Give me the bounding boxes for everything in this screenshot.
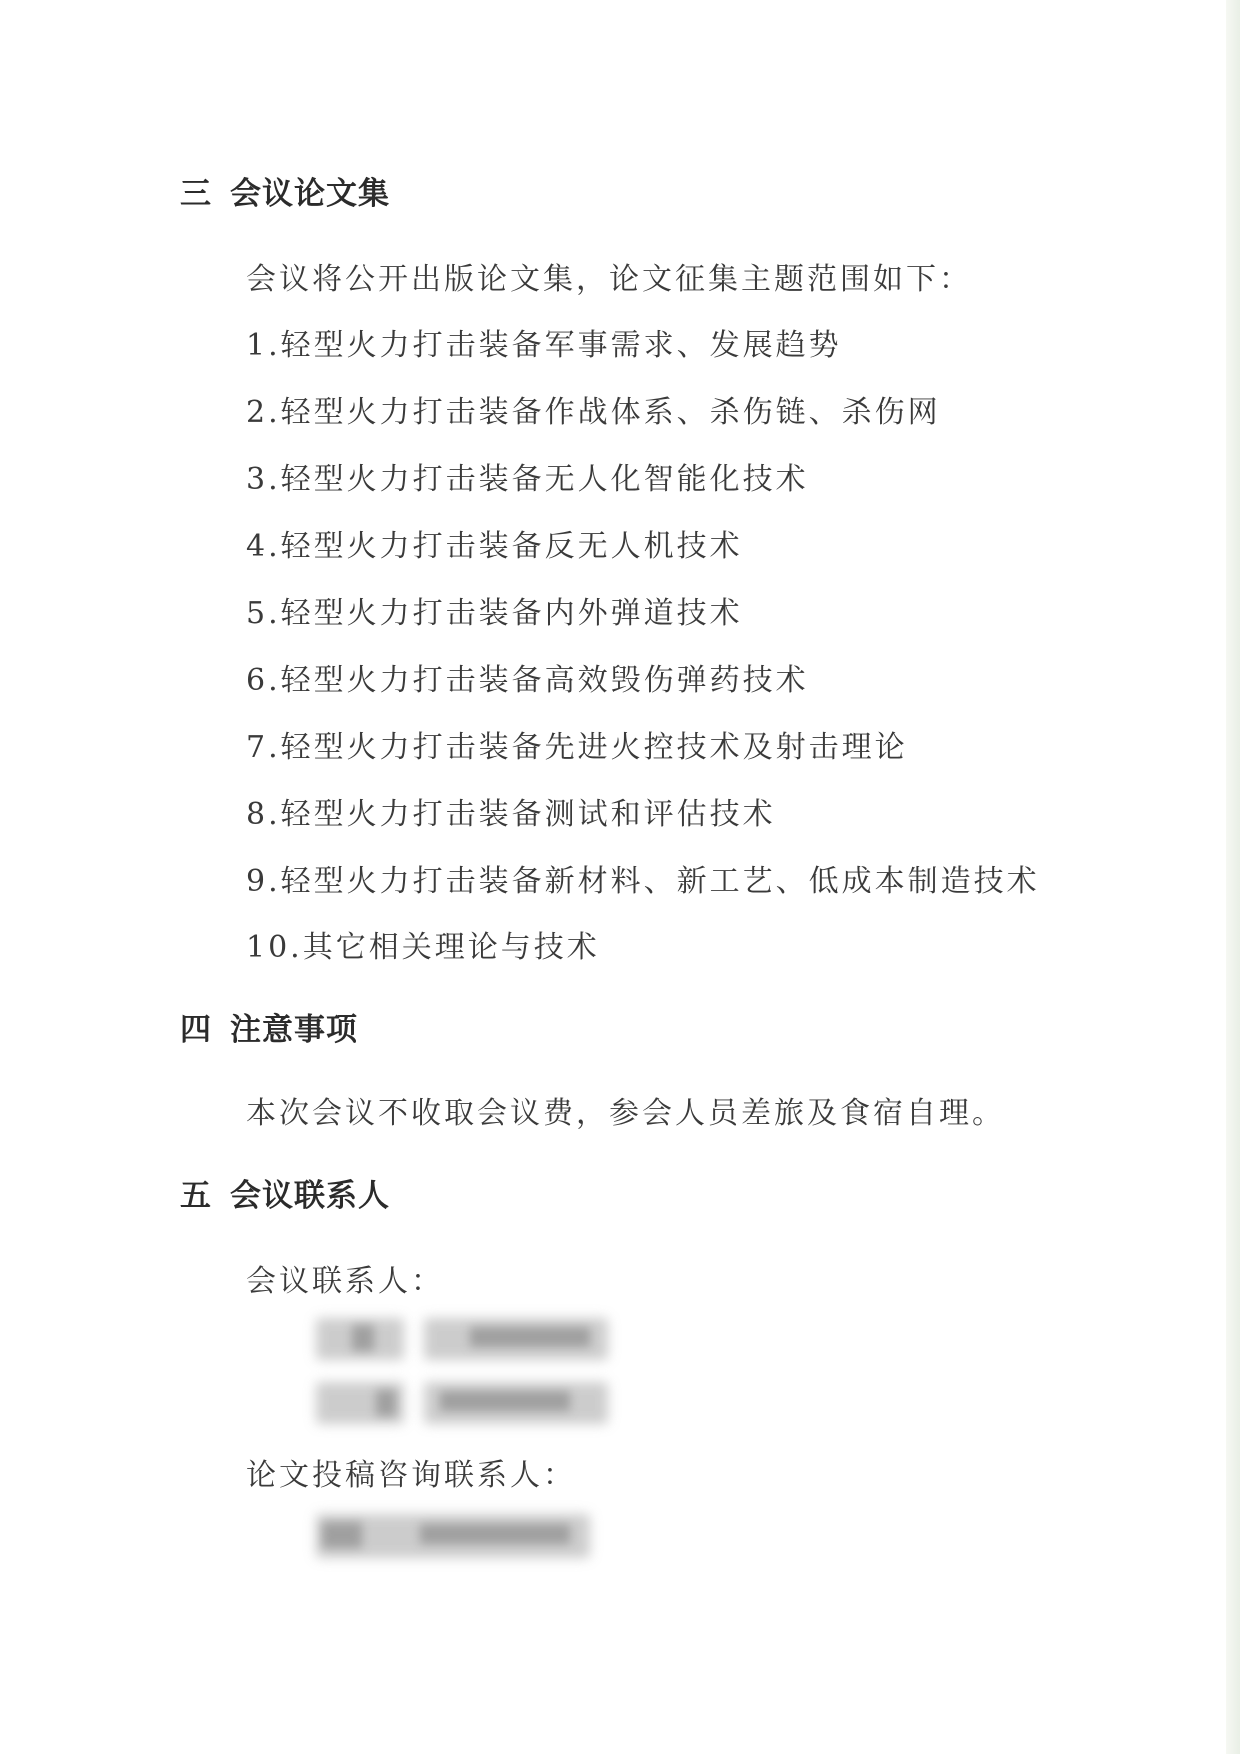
section-4-number: 四 [180,1012,212,1048]
topic-item-7: 7.轻型火力打击装备先进火控技术及射击理论 [246,730,908,765]
section-5-heading [180,1170,390,1215]
topic-item-10: 10.其它相关理论与技术 [246,930,600,965]
topic-item-4: 4.轻型火力打击装备反无人机技术 [246,529,743,564]
paper-contact-label: 论文投稿咨询联系人： [246,1458,576,1493]
topic-item-8: 8.轻型火力打击装备测试和评估技术 [246,797,776,832]
topic-item-1: 1.轻型火力打击装备军事需求、发展趋势 [246,328,842,363]
contact-label: 会议联系人： [246,1264,444,1299]
topic-item-6: 6.轻型火力打击装备高效毁伤弹药技术 [246,663,809,698]
section-3-heading [180,168,390,213]
page-edge [1226,0,1240,1754]
section-3-intro: 会议将公开出版论文集，论文征集主题范围如下： [246,262,972,297]
section-5-title: 会议联系人 [230,1178,390,1214]
section-3-number: 三 [180,176,212,212]
topic-item-2: 2.轻型火力打击装备作战体系、杀伤链、杀伤网 [246,395,941,430]
topic-item-5: 5.轻型火力打击装备内外弹道技术 [246,596,743,631]
section-3-title: 会议论文集 [230,176,390,212]
topic-item-3: 3.轻型火力打击装备无人化智能化技术 [246,462,809,497]
topic-item-9: 9.轻型火力打击装备新材料、新工艺、低成本制造技术 [246,864,1040,899]
section-4-body: 本次会议不收取会议费，参会人员差旅及食宿自理。 [246,1096,1005,1131]
section-4-heading [180,1004,358,1049]
section-5-number: 五 [180,1178,212,1214]
section-4-title: 注意事项 [230,1012,358,1048]
